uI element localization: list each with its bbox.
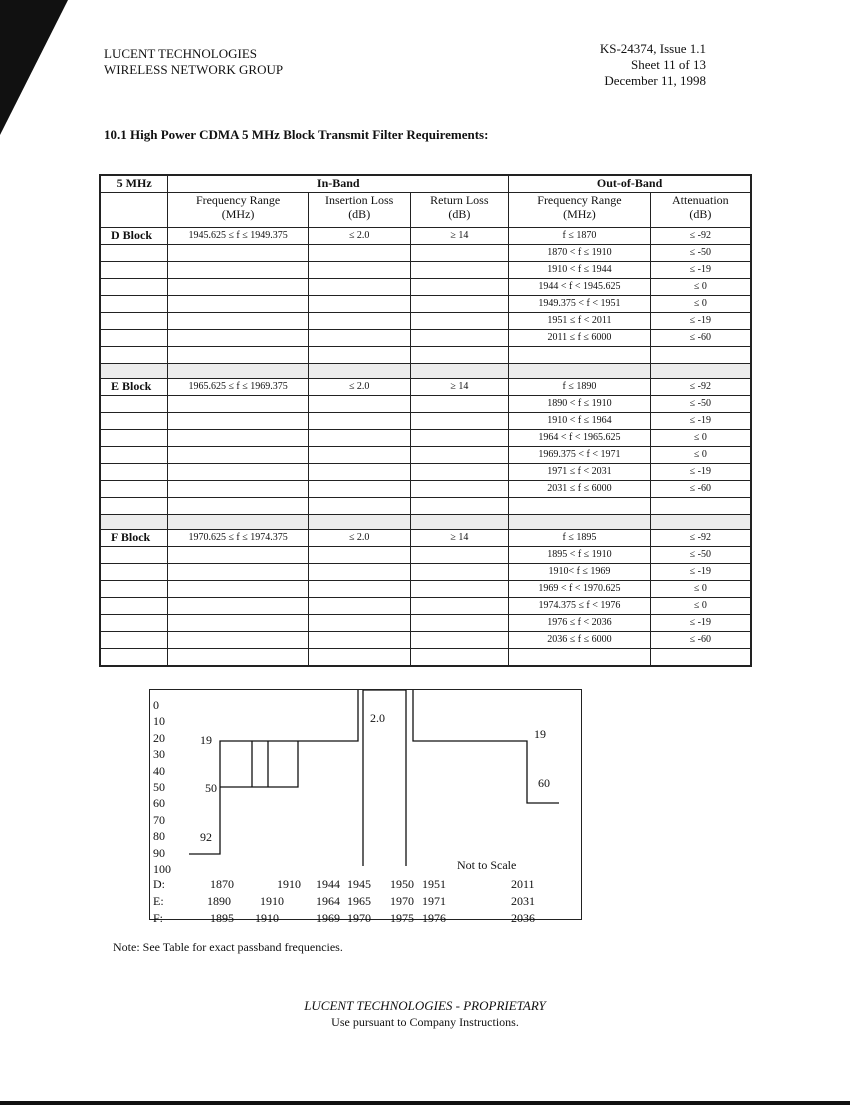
footer-instructions: Use pursuant to Company Instructions. (331, 1015, 519, 1029)
in-band-freq-cell (168, 615, 309, 632)
insertion-loss-cell (308, 245, 410, 262)
in-band-freq-cell (168, 245, 309, 262)
separator-cell (100, 515, 168, 530)
insertion-loss-cell (308, 598, 410, 615)
in-band-freq-cell (168, 564, 309, 581)
y-tick-label: 100 (153, 862, 171, 876)
block-name-cell (100, 296, 168, 313)
attenuation-cell: ≤ 0 (650, 598, 751, 615)
insertion-loss-cell (308, 262, 410, 279)
separator-cell (308, 515, 410, 530)
section-title: 10.1 High Power CDMA 5 MHz Block Transmit Filter Requirements: (104, 127, 489, 142)
attenuation-cell: ≤ -19 (650, 464, 751, 481)
block-name-cell (100, 447, 168, 464)
table-row (100, 296, 751, 313)
insertion-loss-cell: ≤ 2.0 (308, 530, 410, 547)
separator-cell (650, 515, 751, 530)
return-loss-cell (410, 615, 509, 632)
label-19-right: 19 (534, 727, 546, 741)
head-return-loss: Return Loss (dB) (410, 193, 509, 228)
return-loss-cell (410, 581, 509, 598)
oob-freq-cell: 1976 ≤ f < 2036 (509, 615, 651, 632)
block-name-cell (100, 632, 168, 649)
insertion-loss-cell (308, 330, 410, 347)
attenuation-cell (650, 498, 751, 515)
frequency-value: 1910 (260, 894, 284, 908)
insertion-loss-cell: ≤ 2.0 (308, 228, 410, 245)
oob-freq-cell: 1895 < f ≤ 1910 (509, 547, 651, 564)
insertion-loss-cell (308, 313, 410, 330)
attenuation-cell (650, 347, 751, 364)
insertion-loss-cell: ≤ 2.0 (308, 379, 410, 396)
block-name-cell (100, 581, 168, 598)
separator-cell (168, 364, 309, 379)
frequency-value: 2036 (511, 911, 535, 925)
table-row (100, 598, 751, 615)
insertion-loss-cell (308, 615, 410, 632)
attenuation-cell: ≤ -50 (650, 547, 751, 564)
group-name: WIRELESS NETWORK GROUP (104, 62, 284, 77)
insertion-loss-cell (308, 447, 410, 464)
head-5mhz: 5 MHz (100, 175, 168, 193)
return-loss-cell (410, 430, 509, 447)
return-loss-cell (410, 347, 509, 364)
return-loss-cell (410, 464, 509, 481)
return-loss-cell (410, 498, 509, 515)
frequency-value: 1910 (277, 877, 301, 891)
header-left (104, 46, 283, 78)
frequency-value: 1965 (347, 894, 371, 908)
oob-freq-cell: 1971 ≤ f < 2031 (509, 464, 651, 481)
attenuation-cell: ≤ -60 (650, 632, 751, 649)
header-right (600, 41, 706, 89)
row-label: D: (153, 877, 165, 891)
block-name-cell (100, 245, 168, 262)
passband-diagram (149, 689, 582, 925)
scan-corner-shadow (0, 0, 70, 140)
insertion-loss-cell (308, 547, 410, 564)
in-band-freq-cell (168, 598, 309, 615)
table-row (100, 615, 751, 632)
attenuation-cell: ≤ -92 (650, 530, 751, 547)
separator-cell (168, 515, 309, 530)
footer-proprietary: LUCENT TECHNOLOGIES - PROPRIETARY (304, 998, 546, 1013)
label-19-left: 19 (200, 733, 212, 747)
in-band-freq-cell (168, 347, 309, 364)
head-freq-range: Frequency Range (MHz) (168, 193, 309, 228)
insertion-loss-cell (308, 564, 410, 581)
attenuation-cell: ≤ 0 (650, 279, 751, 296)
note: Note: See Table for exact passband frequencies. (113, 940, 343, 954)
sheet-number: Sheet 11 of 13 (631, 57, 706, 72)
label-2-0: 2.0 (370, 711, 385, 725)
attenuation-cell (650, 649, 751, 667)
attenuation-cell: ≤ -19 (650, 262, 751, 279)
in-band-freq-cell (168, 498, 309, 515)
doc-id: KS-24374, Issue 1.1 (599, 41, 706, 56)
block-name-cell (100, 313, 168, 330)
separator-cell (100, 364, 168, 379)
oob-freq-cell: 1949.375 < f < 1951 (509, 296, 651, 313)
attenuation-cell: ≤ -92 (650, 228, 751, 245)
in-band-freq-cell (168, 649, 309, 667)
return-loss-cell (410, 313, 509, 330)
block-name-cell (100, 547, 168, 564)
block-name-cell (100, 413, 168, 430)
head-attenuation: Attenuation (dB) (650, 193, 751, 228)
attenuation-cell: ≤ -92 (650, 379, 751, 396)
frequency-value: 1976 (422, 911, 446, 925)
in-band-freq-cell (168, 262, 309, 279)
in-band-freq-cell (168, 296, 309, 313)
separator-cell (410, 515, 509, 530)
in-band-freq-cell (168, 632, 309, 649)
frequency-value: 2011 (511, 877, 535, 891)
oob-freq-cell: 1964 < f < 1965.625 (509, 430, 651, 447)
table-row (100, 262, 751, 279)
block-name-cell (100, 481, 168, 498)
block-separator-row (100, 515, 751, 530)
oob-freq-cell: 1910 < f ≤ 1944 (509, 262, 651, 279)
frequency-value: 1970 (347, 911, 371, 925)
in-band-freq-cell: 1945.625 ≤ f ≤ 1949.375 (168, 228, 309, 245)
table-row (100, 547, 751, 564)
table-row (100, 430, 751, 447)
table-row (100, 245, 751, 262)
oob-freq-cell: 1870 < f ≤ 1910 (509, 245, 651, 262)
table-row (100, 564, 751, 581)
return-loss-cell (410, 649, 509, 667)
attenuation-cell: ≤ -60 (650, 330, 751, 347)
y-tick-label: 70 (153, 812, 165, 827)
in-band-freq-cell (168, 547, 309, 564)
insertion-loss-cell (308, 632, 410, 649)
head-in-band: In-Band (168, 175, 509, 193)
block-name-cell (100, 598, 168, 615)
y-tick-label: 10 (153, 714, 165, 729)
block-name-cell (100, 347, 168, 364)
return-loss-cell: ≥ 14 (410, 228, 509, 245)
oob-freq-cell (509, 498, 651, 515)
return-loss-cell (410, 330, 509, 347)
table-row (100, 481, 751, 498)
return-loss-cell (410, 262, 509, 279)
y-tick-label: 20 (153, 730, 165, 745)
row-label: F: (153, 911, 164, 925)
in-band-freq-cell (168, 464, 309, 481)
table-row (100, 379, 751, 396)
insertion-loss-cell (308, 581, 410, 598)
attenuation-cell: ≤ -50 (650, 396, 751, 413)
return-loss-cell: ≥ 14 (410, 379, 509, 396)
frequency-value: 1970 (390, 894, 414, 908)
frequency-value: 1890 (207, 894, 231, 908)
block-name-cell (100, 262, 168, 279)
table-row (100, 228, 751, 245)
block-name-cell (100, 430, 168, 447)
in-band-freq-cell: 1965.625 ≤ f ≤ 1969.375 (168, 379, 309, 396)
insertion-loss-cell (308, 347, 410, 364)
in-band-freq-cell (168, 581, 309, 598)
table-row (100, 413, 751, 430)
return-loss-cell (410, 413, 509, 430)
return-loss-cell (410, 396, 509, 413)
frequency-value: 1910 (255, 911, 279, 925)
frequency-value: 1964 (316, 894, 340, 908)
attenuation-cell: ≤ 0 (650, 581, 751, 598)
return-loss-cell: ≥ 14 (410, 530, 509, 547)
table-row (100, 347, 751, 364)
oob-freq-cell: 1969 < f < 1970.625 (509, 581, 651, 598)
insertion-loss-cell (308, 296, 410, 313)
head-insertion-loss: Insertion Loss (dB) (308, 193, 410, 228)
separator-cell (650, 364, 751, 379)
table-row (100, 649, 751, 667)
table-row (100, 447, 751, 464)
oob-freq-cell: f ≤ 1870 (509, 228, 651, 245)
separator-cell (410, 364, 509, 379)
frequency-value: 1951 (422, 877, 446, 891)
scan-bottom-edge (0, 1101, 850, 1105)
block-name-cell (100, 615, 168, 632)
block-name-cell: F Block (100, 530, 168, 547)
table-row (100, 464, 751, 481)
y-tick-label: 0 (153, 698, 159, 712)
doc-date: December 11, 1998 (604, 73, 706, 88)
y-tick-label: 40 (153, 763, 165, 778)
oob-freq-cell: 1910< f ≤ 1969 (509, 564, 651, 581)
head-empty (100, 193, 168, 228)
attenuation-cell: ≤ -19 (650, 313, 751, 330)
in-band-freq-cell (168, 413, 309, 430)
block-name-cell (100, 564, 168, 581)
in-band-freq-cell (168, 279, 309, 296)
frequency-value: 1950 (390, 877, 414, 891)
oob-freq-cell: 1910 < f ≤ 1964 (509, 413, 651, 430)
company-name: LUCENT TECHNOLOGIES (104, 46, 257, 61)
frequency-value: 1945 (347, 877, 371, 891)
not-to-scale: Not to Scale (457, 858, 517, 872)
label-50: 50 (205, 781, 217, 795)
separator-cell (308, 364, 410, 379)
attenuation-cell: ≤ 0 (650, 447, 751, 464)
oob-freq-cell: f ≤ 1895 (509, 530, 651, 547)
in-band-freq-cell (168, 396, 309, 413)
frequency-value: 1870 (210, 877, 234, 891)
y-tick-label: 50 (153, 780, 165, 794)
y-tick-label: 60 (153, 796, 165, 811)
table-row (100, 279, 751, 296)
oob-freq-cell: 2036 ≤ f ≤ 6000 (509, 632, 651, 649)
return-loss-cell (410, 598, 509, 615)
y-tick-label: 30 (153, 747, 165, 762)
block-name-cell (100, 279, 168, 296)
attenuation-cell: ≤ -60 (650, 481, 751, 498)
oob-freq-cell (509, 347, 651, 364)
table-row (100, 530, 751, 547)
insertion-loss-cell (308, 396, 410, 413)
oob-freq-cell: 1951 ≤ f < 2011 (509, 313, 651, 330)
attenuation-cell: ≤ 0 (650, 430, 751, 447)
separator-cell (509, 364, 651, 379)
in-band-freq-cell (168, 481, 309, 498)
attenuation-cell: ≤ -19 (650, 413, 751, 430)
oob-freq-cell: 1890 < f ≤ 1910 (509, 396, 651, 413)
block-name-cell (100, 498, 168, 515)
row-label: E: (153, 894, 164, 908)
return-loss-cell (410, 547, 509, 564)
attenuation-cell: ≤ -19 (650, 615, 751, 632)
insertion-loss-cell (308, 279, 410, 296)
table-row (100, 632, 751, 649)
return-loss-cell (410, 245, 509, 262)
block-name-cell: D Block (100, 228, 168, 245)
insertion-loss-cell (308, 413, 410, 430)
return-loss-cell (410, 564, 509, 581)
filter-requirements-table (99, 174, 752, 667)
y-tick-label: 90 (153, 845, 165, 860)
return-loss-cell (410, 296, 509, 313)
table-row (100, 581, 751, 598)
return-loss-cell (410, 481, 509, 498)
in-band-freq-cell (168, 447, 309, 464)
block-separator-row (100, 364, 751, 379)
in-band-freq-cell: 1970.625 ≤ f ≤ 1974.375 (168, 530, 309, 547)
frequency-value: 2031 (511, 894, 535, 908)
frequency-value: 1975 (390, 911, 414, 925)
in-band-freq-cell (168, 430, 309, 447)
table-row (100, 498, 751, 515)
frequency-value: 1895 (210, 911, 234, 925)
block-name-cell (100, 649, 168, 667)
oob-freq-cell (509, 649, 651, 667)
label-92: 92 (200, 830, 212, 844)
in-band-freq-cell (168, 330, 309, 347)
separator-cell (509, 515, 651, 530)
table-row (100, 313, 751, 330)
frequency-value: 1944 (316, 877, 340, 891)
head-out-of-band: Out-of-Band (509, 175, 751, 193)
frequency-value: 1971 (422, 894, 446, 908)
return-loss-cell (410, 447, 509, 464)
table-row (100, 330, 751, 347)
block-name-cell (100, 396, 168, 413)
attenuation-cell: ≤ 0 (650, 296, 751, 313)
frequency-value: 1969 (316, 911, 340, 925)
block-name-cell (100, 330, 168, 347)
oob-freq-cell: 1944 < f < 1945.625 (509, 279, 651, 296)
attenuation-cell: ≤ -50 (650, 245, 751, 262)
attenuation-cell: ≤ -19 (650, 564, 751, 581)
label-60: 60 (538, 776, 550, 790)
insertion-loss-cell (308, 498, 410, 515)
head-oob-freq-range: Frequency Range (MHz) (509, 193, 651, 228)
oob-freq-cell: 2031 ≤ f ≤ 6000 (509, 481, 651, 498)
y-tick-label: 80 (153, 829, 165, 844)
in-band-freq-cell (168, 313, 309, 330)
block-name-cell (100, 464, 168, 481)
oob-freq-cell: 2011 ≤ f ≤ 6000 (509, 330, 651, 347)
insertion-loss-cell (308, 649, 410, 667)
insertion-loss-cell (308, 481, 410, 498)
table-row (100, 396, 751, 413)
return-loss-cell (410, 632, 509, 649)
return-loss-cell (410, 279, 509, 296)
insertion-loss-cell (308, 464, 410, 481)
oob-freq-cell: 1974.375 ≤ f < 1976 (509, 598, 651, 615)
insertion-loss-cell (308, 430, 410, 447)
oob-freq-cell: f ≤ 1890 (509, 379, 651, 396)
oob-freq-cell: 1969.375 < f < 1971 (509, 447, 651, 464)
block-name-cell: E Block (100, 379, 168, 396)
